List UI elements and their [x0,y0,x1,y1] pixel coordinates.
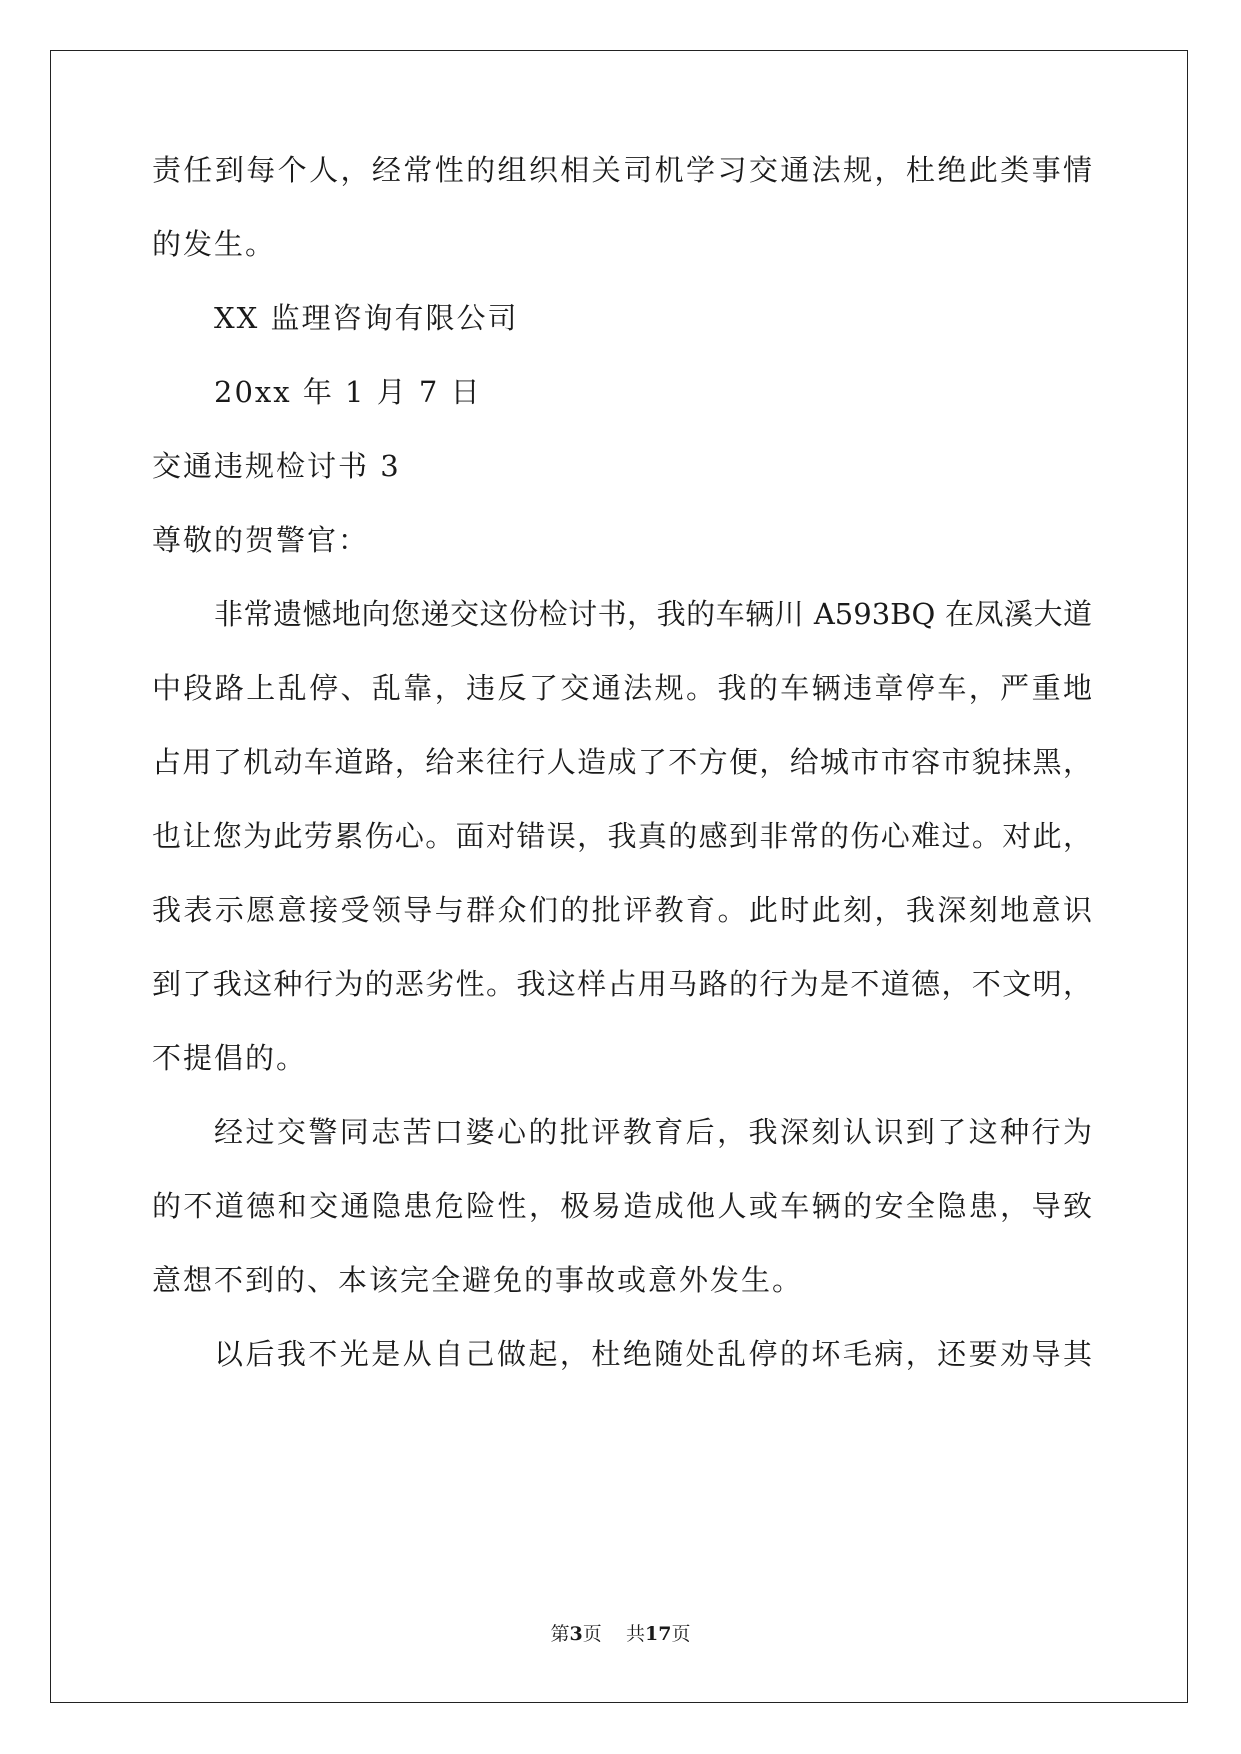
salutation: 尊敬的贺警官： [152,523,370,557]
document-title: 交通违规检讨书 3 [152,449,401,483]
paragraph-line: 我表示愿意接受领导与群众们的批评教育。此时此刻，我深刻地意识 [152,893,1092,927]
paragraph-line: 经过交警同志苦口婆心的批评教育后，我深刻认识到了这种行为 [214,1115,1092,1149]
footer-total-prefix: 共 [625,1623,645,1645]
footer-total-suffix: 页 [671,1623,691,1645]
paragraph-line: 到了我这种行为的恶劣性。我这样占用马路的行为是不道德，不文明， [152,967,1092,1001]
paragraph-line: 责任到每个人，经常性的组织相关司机学习交通法规，杜绝此类事情 [152,153,1092,187]
signature-date: 20xx 年 1 月 7 日 [214,375,482,409]
paragraph-line: 占用了机动车道路，给来往行人造成了不方便，给城市市容市貌抹黑， [152,745,1092,779]
paragraph-line: 非常遗憾地向您递交这份检讨书，我的车辆川 A593BQ 在凤溪大道 [214,597,1092,631]
current-page-number: 3 [569,1623,583,1645]
footer-prefix: 第 [550,1623,570,1645]
paragraph-line: 也让您为此劳累伤心。面对错误，我真的感到非常的伤心难过。对此， [152,819,1092,853]
paragraph-line: 以后我不光是从自己做起，杜绝随处乱停的坏毛病，还要劝导其 [214,1337,1092,1371]
page-footer [0,1622,1241,1646]
paragraph-line: 中段路上乱停、乱靠，违反了交通法规。我的车辆违章停车，严重地 [152,671,1092,705]
paragraph-line: 的发生。 [152,227,277,261]
paragraph-line: 意想不到的、本该完全避免的事故或意外发生。 [152,1263,804,1297]
company-name: XX 监理咨询有限公司 [214,301,519,335]
total-page-count: 17 [644,1623,672,1645]
footer-page-suffix: 页 [582,1623,602,1645]
paragraph-line: 不提倡的。 [152,1041,308,1075]
paragraph-line: 的不道德和交通隐患危险性，极易造成他人或车辆的安全隐患，导致 [152,1189,1092,1223]
